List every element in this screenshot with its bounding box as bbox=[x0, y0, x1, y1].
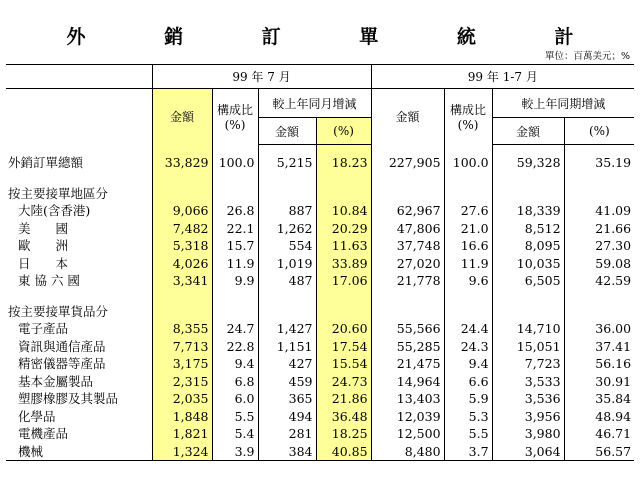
unit-note: 單位：百萬美元；% bbox=[544, 51, 630, 62]
cell: 10,035 bbox=[492, 255, 564, 273]
cell: 56.57 bbox=[564, 443, 634, 461]
cell: 37.41 bbox=[564, 338, 634, 356]
row-label: 塑膠橡膠及其製品 bbox=[18, 391, 119, 407]
header-share-label-ytd: 構成比 bbox=[450, 103, 487, 118]
header-blank bbox=[6, 65, 152, 89]
row-label: 基本金屬製品 bbox=[18, 373, 94, 389]
cell: 15.54 bbox=[316, 355, 371, 373]
cell: 62,967 bbox=[371, 202, 444, 220]
row-label: 東 協 六 國 bbox=[18, 273, 80, 289]
cell: 11.63 bbox=[316, 237, 371, 255]
cell: 17.54 bbox=[316, 338, 371, 356]
header-share-unit: (%) bbox=[224, 118, 246, 133]
export-orders-table bbox=[6, 64, 634, 461]
cell: 494 bbox=[258, 408, 316, 426]
cell: 554 bbox=[258, 237, 316, 255]
cell: 47,806 bbox=[371, 220, 444, 238]
row-label: 精密儀器等產品 bbox=[18, 356, 106, 372]
cell: 15,051 bbox=[492, 338, 564, 356]
cell: 6,505 bbox=[492, 272, 564, 290]
cell: 18.25 bbox=[316, 425, 371, 443]
table-row bbox=[6, 408, 634, 426]
row-label: 美 國 bbox=[18, 220, 69, 236]
cell: 8,512 bbox=[492, 220, 564, 238]
cell: 9,066 bbox=[152, 202, 212, 220]
cell: 37,748 bbox=[371, 237, 444, 255]
cell: 21,778 bbox=[371, 272, 444, 290]
cell: 9.4 bbox=[444, 355, 492, 373]
cell: 56.16 bbox=[564, 355, 634, 373]
cell: 3,980 bbox=[492, 425, 564, 443]
table-row bbox=[6, 237, 634, 255]
cell: 1,262 bbox=[258, 220, 316, 238]
cell: 459 bbox=[258, 373, 316, 391]
table-row bbox=[6, 443, 634, 461]
cell: 3,064 bbox=[492, 443, 564, 461]
header-share-ytd bbox=[444, 89, 492, 145]
cell: 26.8 bbox=[212, 202, 258, 220]
table-row bbox=[6, 320, 634, 338]
section-label: 按主要接單地區分 bbox=[8, 185, 109, 201]
cell: 7,482 bbox=[152, 220, 212, 238]
cell: 3.9 bbox=[212, 443, 258, 461]
row-label: 機械 bbox=[6, 443, 152, 461]
table-row bbox=[6, 338, 634, 356]
cell: 281 bbox=[258, 425, 316, 443]
cell: 35.84 bbox=[564, 390, 634, 408]
cell: 5.9 bbox=[444, 390, 492, 408]
cell: 24.7 bbox=[212, 320, 258, 338]
cell: 3,341 bbox=[152, 272, 212, 290]
cell: 46.71 bbox=[564, 425, 634, 443]
cell: 9.6 bbox=[444, 272, 492, 290]
row-label: 資訊與通信產品 bbox=[18, 338, 106, 354]
cell: 14,964 bbox=[371, 373, 444, 391]
cell: 24.4 bbox=[444, 320, 492, 338]
cell: 100.0 bbox=[444, 154, 492, 172]
cell: 42.59 bbox=[564, 272, 634, 290]
table-row-total bbox=[6, 154, 634, 172]
cell: 21,475 bbox=[371, 355, 444, 373]
cell: 5,215 bbox=[258, 154, 316, 172]
table-row bbox=[6, 425, 634, 443]
cell: 30.91 bbox=[564, 373, 634, 391]
cell: 3,956 bbox=[492, 408, 564, 426]
cell: 2,315 bbox=[152, 373, 212, 391]
cell: 227,905 bbox=[371, 154, 444, 172]
cell: 6.6 bbox=[444, 373, 492, 391]
cell: 8,480 bbox=[371, 443, 444, 461]
cell: 3.7 bbox=[444, 443, 492, 461]
cell: 36.48 bbox=[316, 408, 371, 426]
header-share-unit-ytd: (%) bbox=[457, 118, 479, 133]
cell: 55,285 bbox=[371, 338, 444, 356]
cell: 33.89 bbox=[316, 255, 371, 273]
cell: 11.9 bbox=[444, 255, 492, 273]
row-label: 電子產品 bbox=[18, 321, 69, 337]
cell: 1,151 bbox=[258, 338, 316, 356]
cell: 27.6 bbox=[444, 202, 492, 220]
cell: 48.94 bbox=[564, 408, 634, 426]
cell: 15.7 bbox=[212, 237, 258, 255]
table-row bbox=[6, 373, 634, 391]
section-heading-product bbox=[6, 303, 634, 321]
cell: 1,821 bbox=[152, 425, 212, 443]
cell: 7,713 bbox=[152, 338, 212, 356]
cell: 27,020 bbox=[371, 255, 444, 273]
row-label: 化學品 bbox=[18, 408, 56, 424]
cell: 20.29 bbox=[316, 220, 371, 238]
cell: 7,723 bbox=[492, 355, 564, 373]
header-yoy-ytd: 較上年同期增減 bbox=[492, 89, 634, 118]
cell: 384 bbox=[258, 443, 316, 461]
cell: 6.8 bbox=[212, 373, 258, 391]
cell: 33,829 bbox=[152, 154, 212, 172]
cell: 5.3 bbox=[444, 408, 492, 426]
cell: 427 bbox=[258, 355, 316, 373]
header-share-label: 構成比 bbox=[216, 103, 253, 118]
header-amount-ytd: 金額 bbox=[371, 89, 444, 145]
cell: 12,039 bbox=[371, 408, 444, 426]
cell: 1,848 bbox=[152, 408, 212, 426]
cell: 1,019 bbox=[258, 255, 316, 273]
cell: 22.1 bbox=[212, 220, 258, 238]
cell: 3,533 bbox=[492, 373, 564, 391]
row-label: 外銷訂單總額 bbox=[8, 155, 84, 171]
cell: 18,339 bbox=[492, 202, 564, 220]
cell: 3,175 bbox=[152, 355, 212, 373]
table-row bbox=[6, 272, 634, 290]
table-row bbox=[6, 255, 634, 273]
table-row bbox=[6, 355, 634, 373]
section-label: 按主要接單貨品分 bbox=[8, 303, 109, 319]
cell: 24.3 bbox=[444, 338, 492, 356]
cell: 8,095 bbox=[492, 237, 564, 255]
cell: 4,026 bbox=[152, 255, 212, 273]
row-label: 歐 洲 bbox=[18, 238, 69, 254]
cell: 18.23 bbox=[316, 154, 371, 172]
cell: 59,328 bbox=[492, 154, 564, 172]
cell: 365 bbox=[258, 390, 316, 408]
header-share-month bbox=[212, 89, 258, 145]
cell: 59.08 bbox=[564, 255, 634, 273]
header-sub-pct-ytd: (%) bbox=[564, 118, 634, 145]
table-row bbox=[6, 390, 634, 408]
cell: 17.06 bbox=[316, 272, 371, 290]
cell: 24.73 bbox=[316, 373, 371, 391]
cell: 35.19 bbox=[564, 154, 634, 172]
cell: 21.66 bbox=[564, 220, 634, 238]
cell: 100.0 bbox=[212, 154, 258, 172]
cell: 21.0 bbox=[444, 220, 492, 238]
cell: 10.84 bbox=[316, 202, 371, 220]
row-label: 電機產品 bbox=[18, 426, 69, 442]
cell: 9.4 bbox=[212, 355, 258, 373]
cell: 12,500 bbox=[371, 425, 444, 443]
row-label: 日 本 bbox=[18, 255, 69, 271]
page-title: 外 銷 訂 單 統 計 bbox=[66, 26, 610, 48]
cell: 1,324 bbox=[152, 443, 212, 461]
section-heading-region bbox=[6, 185, 634, 203]
cell: 22.8 bbox=[212, 338, 258, 356]
header-period-month: 99 年 7 月 bbox=[152, 65, 371, 89]
header-sub-amount-month: 金額 bbox=[258, 118, 316, 145]
cell: 1,427 bbox=[258, 320, 316, 338]
header-blank-2 bbox=[6, 89, 152, 145]
cell: 8,355 bbox=[152, 320, 212, 338]
cell: 27.30 bbox=[564, 237, 634, 255]
header-sub-amount-ytd: 金額 bbox=[492, 118, 564, 145]
cell: 14,710 bbox=[492, 320, 564, 338]
cell: 21.86 bbox=[316, 390, 371, 408]
header-amount-month: 金額 bbox=[152, 89, 212, 145]
header-sub-pct-month: (%) bbox=[316, 118, 371, 145]
cell: 5.4 bbox=[212, 425, 258, 443]
cell: 6.0 bbox=[212, 390, 258, 408]
cell: 887 bbox=[258, 202, 316, 220]
table-row bbox=[6, 202, 634, 220]
cell: 487 bbox=[258, 272, 316, 290]
cell: 36.00 bbox=[564, 320, 634, 338]
cell: 9.9 bbox=[212, 272, 258, 290]
row-label: 大陸(含香港) bbox=[18, 203, 91, 219]
cell: 13,403 bbox=[371, 390, 444, 408]
cell: 40.85 bbox=[316, 443, 371, 461]
cell: 5,318 bbox=[152, 237, 212, 255]
header-period-ytd: 99 年 1-7 月 bbox=[371, 65, 634, 89]
cell: 2,035 bbox=[152, 390, 212, 408]
cell: 11.9 bbox=[212, 255, 258, 273]
cell: 20.60 bbox=[316, 320, 371, 338]
header-yoy-month: 較上年同月增減 bbox=[258, 89, 371, 118]
table-row bbox=[6, 220, 634, 238]
cell: 5.5 bbox=[444, 425, 492, 443]
cell: 3,536 bbox=[492, 390, 564, 408]
cell: 55,566 bbox=[371, 320, 444, 338]
cell: 5.5 bbox=[212, 408, 258, 426]
cell: 16.6 bbox=[444, 237, 492, 255]
cell: 41.09 bbox=[564, 202, 634, 220]
